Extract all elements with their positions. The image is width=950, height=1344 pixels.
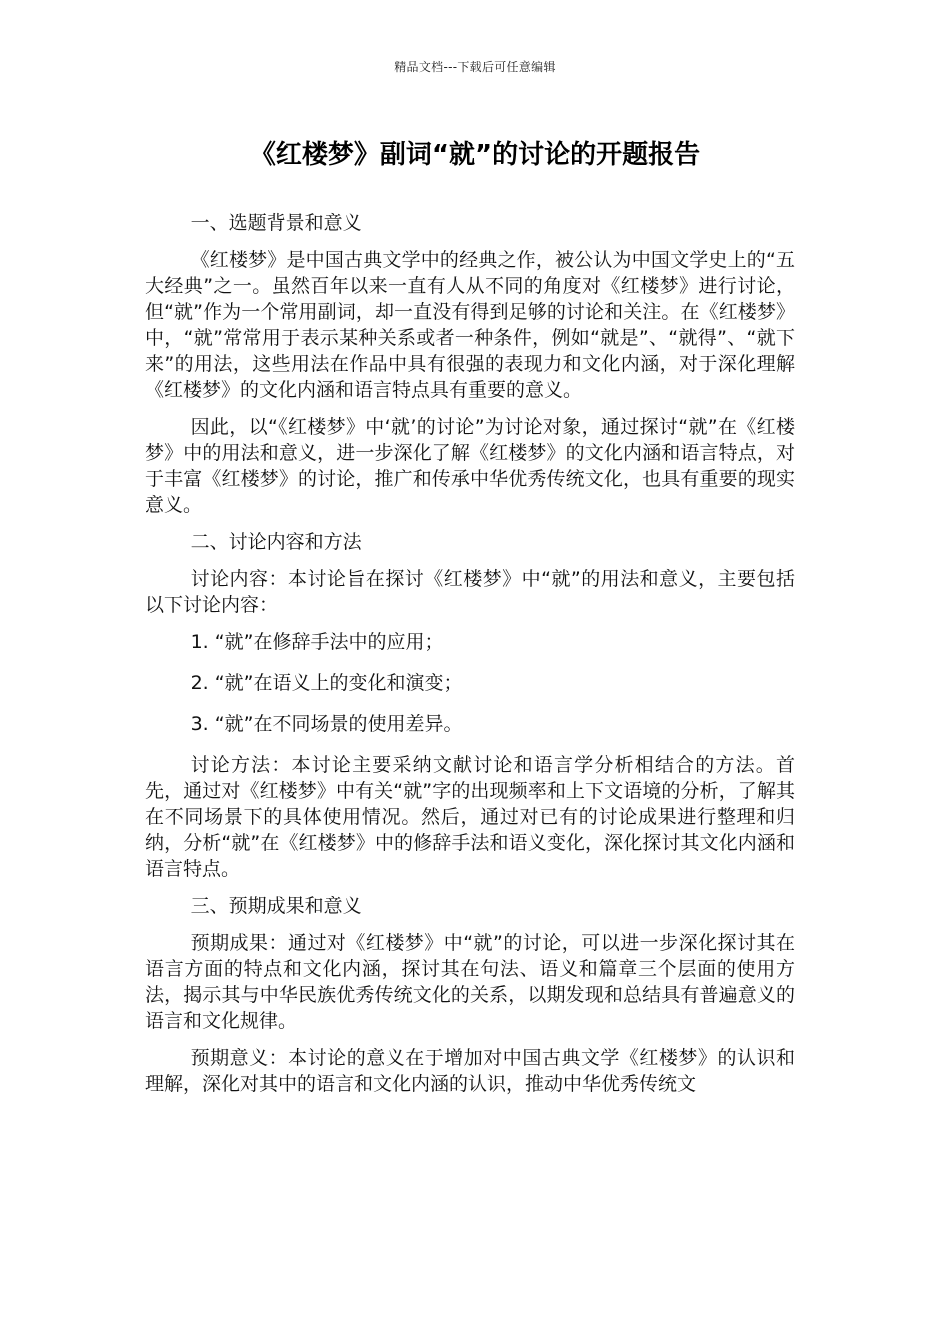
section-heading: 三、预期成果和意义 xyxy=(190,895,362,917)
paragraph: 《红楼梦》是中国古典文学中的经典之作，被公认为中国文学史上的“五大经典”之一。虽然百年以来一直有人从不同的角度对《红楼梦》进行讨论，但“就”作为一个常用副词，却一直没有得到足够的讨论和关注。在《红楼梦》中，“就”常常用于表示某种关系或者一种条件，例如“就是”、“就得”、“就下来”的用法，这些用法在作品中具有很强的表现力和文化内涵，对于深化理解《红楼梦》的文化内涵和语言特点具有重要的意义。 xyxy=(145,249,795,401)
list-item: 1. “就”在修辞手法中的应用； xyxy=(190,631,444,653)
paragraph: 讨论内容：本讨论旨在探讨《红楼梦》中“就”的用法和意义，主要包括以下讨论内容： xyxy=(145,568,795,616)
section-heading: 二、讨论内容和方法 xyxy=(190,531,362,553)
document-title: 《红楼梦》副词“就”的讨论的开题报告 xyxy=(249,140,701,170)
paragraph: 因此，以“《红楼梦》中‘就’的讨论”为讨论对象，通过探讨“就”在《红楼梦》中的用法和意义，进一步深化了解《红楼梦》的文化内涵和语言特点，对于丰富《红楼梦》的讨论，推广和传承中华优秀传统文化，也具有重要的现实意义。 xyxy=(145,416,795,516)
paragraph: 讨论方法：本讨论主要采纳文献讨论和语言学分析相结合的方法。首先，通过对《红楼梦》中有关“就”字的出现频率和上下文语境的分析，了解其在不同场景下的具体使用情况。然后，通过对已有的讨论成果进行整理和归纳，分析“就”在《红楼梦》中的修辞手法和语义变化，深化探讨其文化内涵和语言特点。 xyxy=(145,754,795,880)
list-item: 3. “就”在不同场景的使用差异。 xyxy=(190,713,463,735)
section-heading: 一、选题背景和意义 xyxy=(190,212,362,234)
list-item: 2. “就”在语义上的变化和演变； xyxy=(190,672,463,694)
document-body xyxy=(145,210,795,1108)
paragraph: 预期意义：本讨论的意义在于增加对中国古典文学《红楼梦》的认识和理解，深化对其中的语言和文化内涵的认识，推动中华优秀传统文 xyxy=(145,1047,795,1095)
page-header: 精品文档---下载后可任意编辑 xyxy=(394,60,556,74)
paragraph: 预期成果：通过对《红楼梦》中“就”的讨论，可以进一步深化探讨其在语言方面的特点和文化内涵，探讨其在句法、语义和篇章三个层面的使用方法，揭示其与中华民族优秀传统文化的关系，以期发现和总结具有普遍意义的语言和文化规律。 xyxy=(145,932,795,1032)
